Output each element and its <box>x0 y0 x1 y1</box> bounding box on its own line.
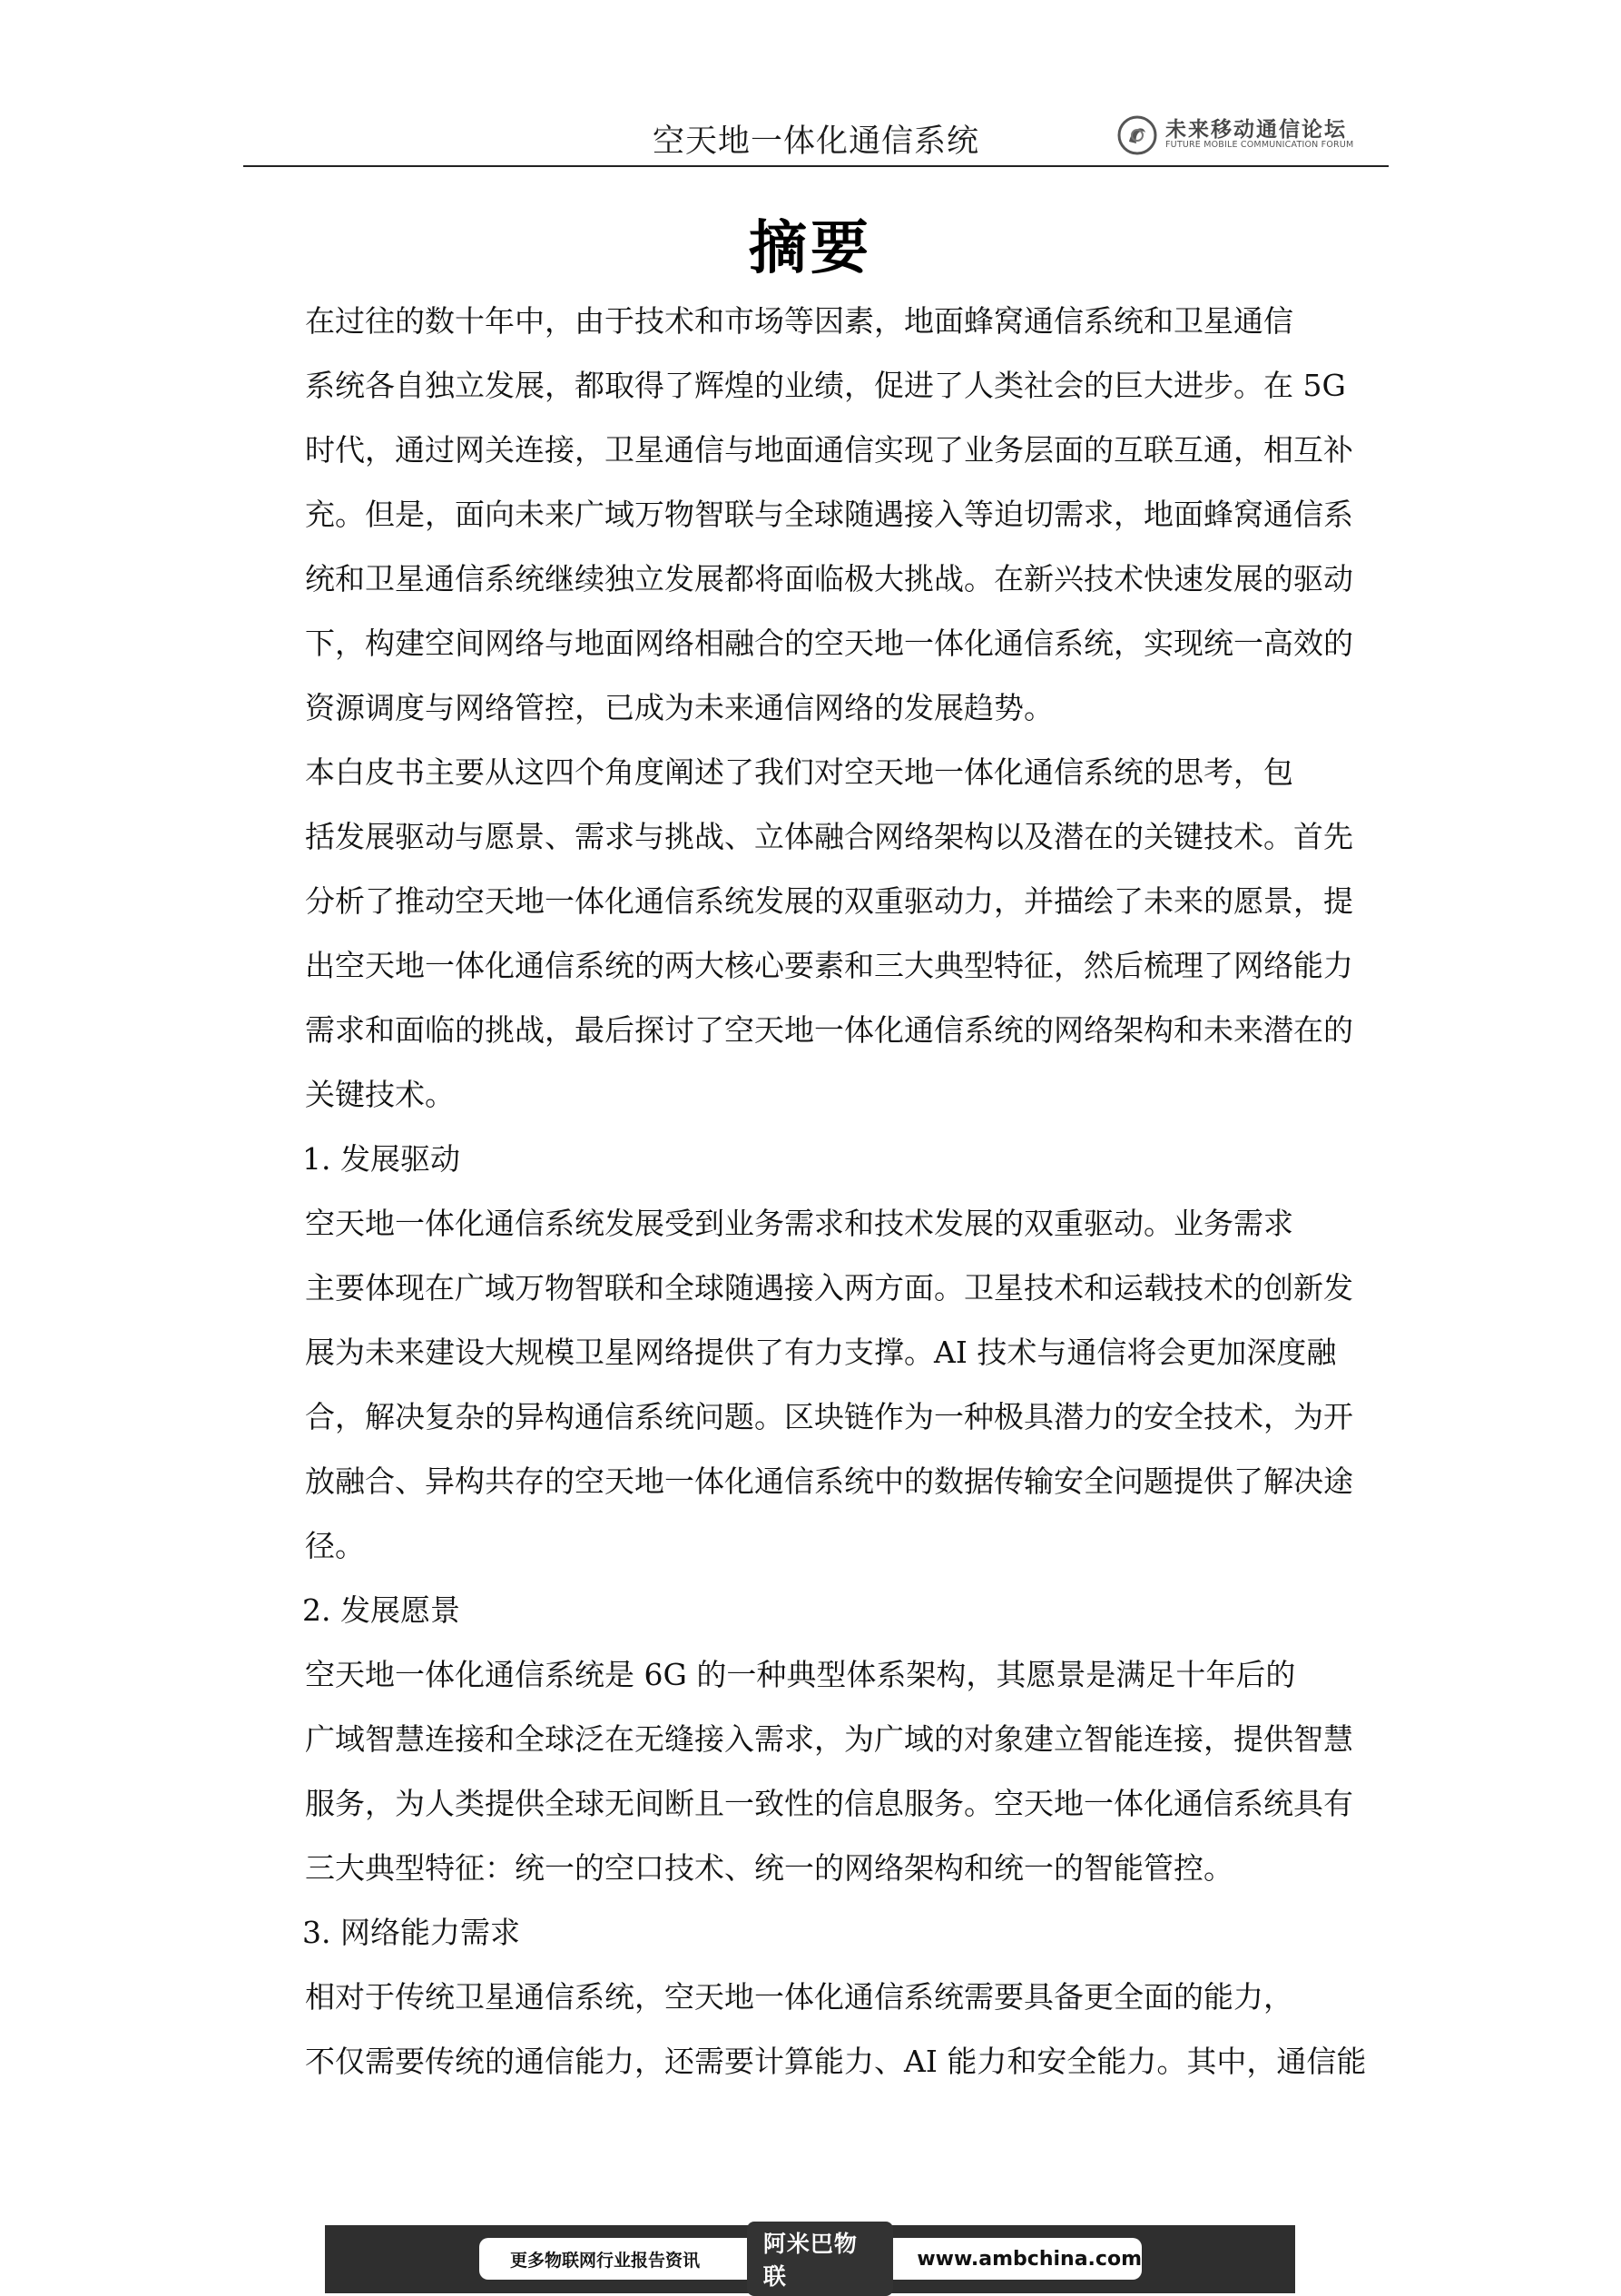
section-heading-vision: 2. 发展愿景 <box>302 1592 460 1628</box>
text-line: 空天地一体化通信系统是 6G 的一种典型体系架构，其愿景是满足十年后的 <box>305 1657 1296 1692</box>
text-line: 展为未来建设大规模卫星网络提供了有力支撑。AI 技术与通信将会更加深度融 <box>305 1335 1337 1370</box>
text-line: 合，解决复杂的异构通信系统问题。区块链作为一种极具潜力的安全技术，为开 <box>305 1399 1353 1434</box>
paragraph-intro <box>245 289 1378 740</box>
section-heading-capability: 3. 网络能力需求 <box>302 1915 520 1950</box>
text-line: 分析了推动空天地一体化通信系统发展的双重驱动力，并描绘了未来的愿景，提 <box>305 883 1353 919</box>
text-line: 充。但是，面向未来广域万物智联与全球随遇接入等迫切需求，地面蜂窝通信系 <box>305 497 1353 532</box>
footer-promo-text: 更多物联网行业报告资讯 <box>510 2250 701 2271</box>
text-line: 服务，为人类提供全球无间断且一致性的信息服务。空天地一体化通信系统具有 <box>305 1786 1353 1821</box>
text-line: 资源调度与网络管控，已成为未来通信网络的发展趋势。 <box>305 690 1054 725</box>
forum-logo <box>1116 111 1380 158</box>
text-line: 系统各自独立发展，都取得了辉煌的业绩，促进了人类社会的巨大进步。在 5G <box>305 368 1346 403</box>
text-line: 径。 <box>305 1528 365 1563</box>
logo-english-name: FUTURE MOBILE COMMUNICATION FORUM <box>1165 140 1354 150</box>
paragraph-overview <box>245 740 1378 1127</box>
forum-logo-icon <box>1116 114 1158 156</box>
text-line: 相对于传统卫星通信系统，空天地一体化通信系统需要具备更全面的能力， <box>305 1979 1293 2015</box>
text-line: 空天地一体化通信系统发展受到业务需求和技术发展的双重驱动。业务需求 <box>305 1206 1293 1241</box>
paragraph-drivers <box>245 1191 1378 1578</box>
footer-banner <box>325 2225 1295 2293</box>
footer-url-link[interactable]: www.ambchina.com <box>917 2247 1142 2271</box>
text-line: 关键技术。 <box>305 1077 455 1112</box>
footer-banner-inner[interactable] <box>479 2231 1142 2290</box>
text-line: 放融合、异构共存的空天地一体化通信系统中的数据传输安全问题提供了解决途 <box>305 1463 1353 1499</box>
text-line: 下，构建空间网络与地面网络相融合的空天地一体化通信系统，实现统一高效的 <box>305 626 1353 661</box>
text-line: 出空天地一体化通信系统的两大核心要素和三大典型特征，然后梳理了网络能力 <box>305 948 1353 983</box>
logo-chinese-name: 未来移动通信论坛 <box>1165 118 1347 142</box>
body-content <box>245 289 1378 2094</box>
text-line: 括发展驱动与愿景、需求与挑战、立体融合网络架构以及潜在的关键技术。首先 <box>305 819 1353 854</box>
paragraph-capability <box>245 1965 1378 2094</box>
header-title: 空天地一体化通信系统 <box>652 123 979 160</box>
text-line: 在过往的数十年中，由于技术和市场等因素，地面蜂窝通信系统和卫星通信 <box>305 303 1293 339</box>
text-line: 主要体现在广域万物智联和全球随遇接入两方面。卫星技术和运载技术的创新发 <box>305 1270 1353 1306</box>
paragraph-vision <box>245 1642 1378 1900</box>
page-header <box>243 100 1389 167</box>
text-line: 广域智慧连接和全球泛在无缝接入需求，为广域的对象建立智能连接，提供智慧 <box>305 1721 1353 1757</box>
text-line: 三大典型特征：统一的空口技术、统一的网络架构和统一的智能管控。 <box>305 1850 1233 1886</box>
footer-brand-badge: 阿米巴物联 <box>747 2222 893 2296</box>
page-title: 摘要 <box>749 215 872 282</box>
text-line: 不仅需要传统的通信能力，还需要计算能力、AI 能力和安全能力。其中，通信能 <box>305 2044 1367 2079</box>
text-line: 本白皮书主要从这四个角度阐述了我们对空天地一体化通信系统的思考，包 <box>305 754 1293 790</box>
text-line: 需求和面临的挑战，最后探讨了空天地一体化通信系统的网络架构和未来潜在的 <box>305 1012 1353 1048</box>
text-line: 统和卫星通信系统继续独立发展都将面临极大挑战。在新兴技术快速发展的驱动 <box>305 561 1353 596</box>
section-heading-drivers: 1. 发展驱动 <box>302 1141 460 1177</box>
text-line: 时代，通过网关连接，卫星通信与地面通信实现了业务层面的互联互通，相互补 <box>305 432 1353 468</box>
